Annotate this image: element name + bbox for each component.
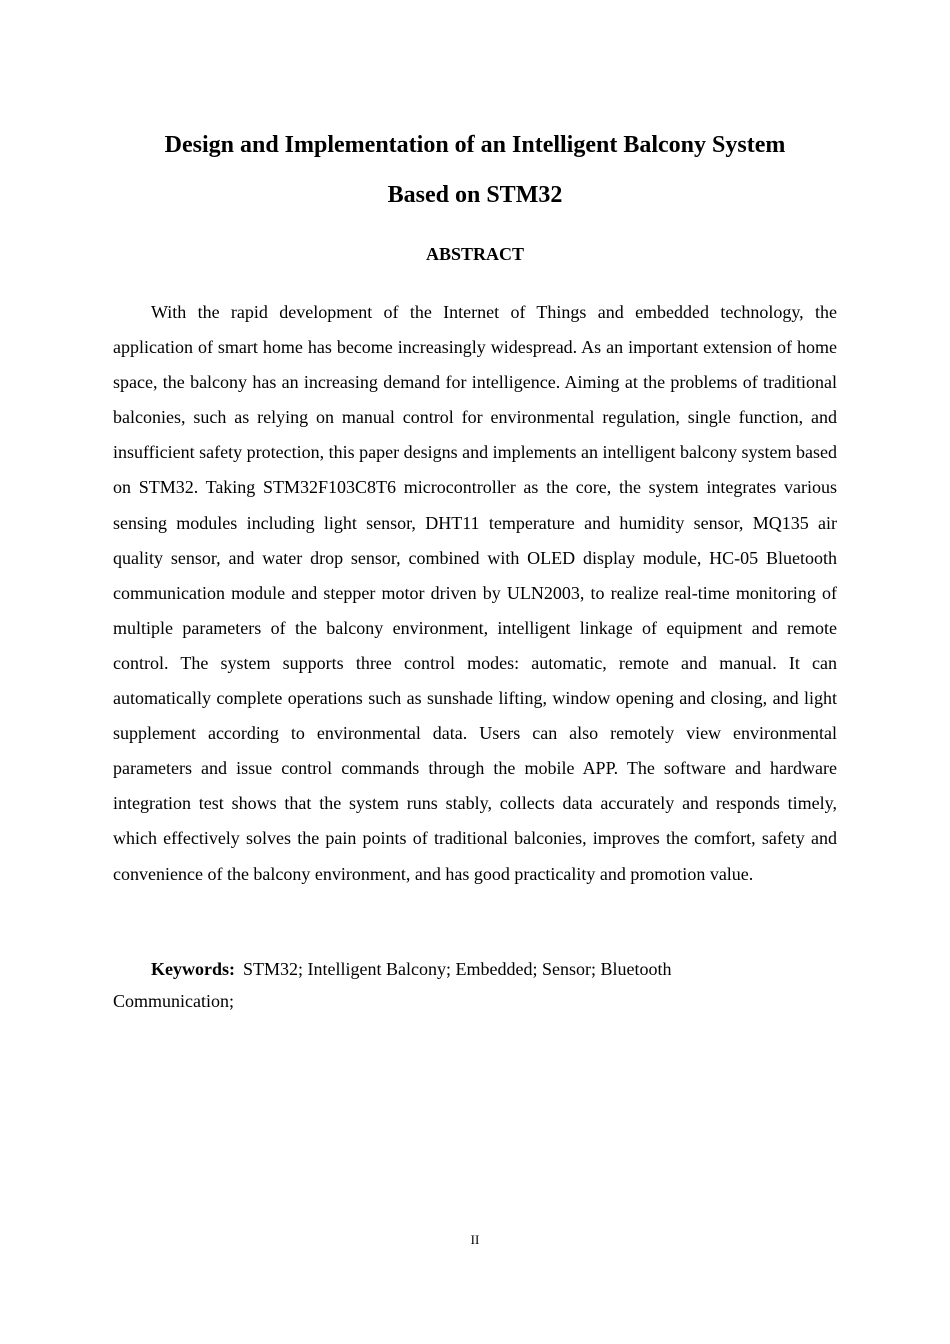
paper-title	[113, 120, 837, 220]
keywords-label: Keywords:	[151, 959, 235, 979]
page-number: II	[470, 1232, 480, 1247]
keywords-paragraph	[113, 953, 733, 1017]
abstract-paragraph: With the rapid development of the Internet of Things and embedded technology, the application of smart home has become increasingly widespread. As an important extension of home space, the balcony has an increasing demand for intelligence. Aiming at the problems of traditional balconies, such as relying on manual control for environmental regulation, single function, and insufficient safety protection, this paper designs and implements an intelligent balcony system based on STM32. Taking STM32F103C8T6 microcontroller as the core, the system integrates various sensing modules including light sensor, DHT11 temperature and humidity sensor, MQ135 air quality sensor, and water drop sensor, combined with OLED display module, HC-05 Bluetooth communication module and stepper motor driven by ULN2003, to realize real-time monitoring of multiple parameters of the balcony environment, intelligent linkage of equipment and remote control. The system supports three control modes: automatic, remote and manual. It can automatically complete operations such as sunshade lifting, window opening and closing, and light supplement according to environmental data. Users can also remotely view environmental parameters and issue control commands through the mobile APP. The software and hardware integration test shows that the system runs stably, collects data accurately and responds timely, which effectively solves the pain points of traditional balconies, improves the comfort, safety and convenience of the balcony environment, and has good practicality and promotion value.	[113, 302, 837, 884]
paper-title-line-2: Based on STM32	[387, 182, 563, 208]
keywords-text: STM32; Intelligent Balcony; Embedded; Sensor; Bluetooth Communication;	[113, 959, 672, 1011]
paper-title-line-1: Design and Implementation of an Intelligent Balcony System	[164, 132, 786, 158]
abstract-heading: ABSTRACT	[425, 244, 525, 264]
